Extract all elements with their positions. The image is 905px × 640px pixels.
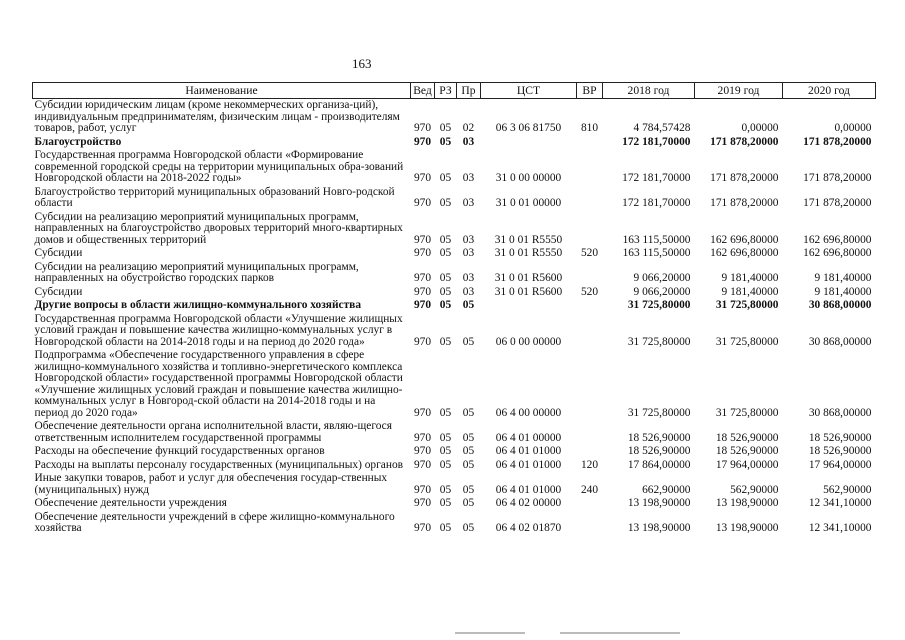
row-pr: 03 [462, 247, 475, 259]
table-row [33, 149, 876, 186]
row-2018: 9 066,20000 [633, 285, 691, 298]
page-number: 163 [352, 56, 372, 71]
table-row [33, 445, 876, 459]
row-2018: 18 526,90000 [627, 445, 691, 457]
row-rz: 05 [439, 285, 452, 298]
row-2018: 163 115,50000 [622, 247, 691, 259]
row-ved: 970 [413, 497, 432, 509]
row-vr [577, 186, 603, 211]
row-2020: 171 878,20000 [803, 135, 872, 148]
row-pr: 05 [462, 406, 475, 419]
row-ved: 970 [413, 285, 432, 298]
row-rz: 05 [439, 431, 452, 444]
table-row [33, 511, 876, 536]
row-name: Благоустройство территорий муниципальных образований Новго-родской области [34, 185, 395, 209]
row-ved: 970 [413, 233, 432, 246]
row-ved: 970 [413, 445, 432, 457]
row-rz: 05 [439, 247, 452, 259]
row-name: Обеспечение деятельности учреждения [34, 497, 227, 509]
row-pr: 05 [462, 445, 475, 457]
row-2020: 9 181,40000 [814, 285, 872, 298]
row-2019: 13 198,90000 [715, 522, 779, 534]
row-name: Субсидии [34, 285, 83, 298]
row-2019: 31 725,80000 [715, 335, 779, 348]
table-row [33, 136, 876, 150]
row-cst: 31 0 01 R5600 [494, 272, 563, 284]
row-2020: 562,90000 [823, 483, 872, 496]
row-2019: 0,00000 [741, 122, 779, 134]
header-2018: 2018 год [603, 83, 695, 99]
row-2018: 18 526,90000 [627, 431, 691, 444]
row-2018: 13 198,90000 [627, 522, 691, 534]
row-vr: 810 [580, 122, 599, 134]
table-row [33, 472, 876, 497]
row-2020: 17 964,00000 [808, 458, 872, 471]
row-vr: 520 [580, 285, 599, 298]
row-cst: 06 4 02 01870 [495, 522, 562, 534]
row-2020: 9 181,40000 [814, 272, 872, 284]
table-row [33, 299, 876, 313]
row-pr: 03 [462, 272, 475, 284]
row-rz: 05 [439, 458, 452, 471]
row-2018: 172 181,70000 [622, 197, 691, 209]
table-row [33, 420, 876, 445]
row-vr [577, 420, 603, 445]
row-pr: 02 [462, 122, 475, 134]
row-2018: 4 784,57428 [633, 122, 691, 134]
row-2019: 18 526,90000 [715, 445, 779, 457]
row-name: Другие вопросы в области жилищно-коммунального хозяйства [34, 299, 362, 311]
row-rz: 05 [439, 122, 452, 134]
row-2019: 18 526,90000 [715, 431, 779, 444]
row-name: Субсидии на реализацию мероприятий муниципальных программ, направленных на благоустройство дворовых территорий много-квартирных домов и общественных территорий [34, 210, 403, 246]
row-2018: 31 725,80000 [627, 335, 691, 348]
row-vr [577, 313, 603, 350]
table-row [33, 247, 876, 261]
row-rz: 05 [439, 335, 452, 348]
row-cst: 06 4 01 01000 [495, 458, 562, 471]
row-2020: 162 696,80000 [803, 247, 872, 259]
row-rz: 05 [439, 445, 452, 457]
row-name: Благоустройство [34, 135, 122, 148]
row-2020: 162 696,80000 [803, 233, 872, 246]
row-2018: 163 115,50000 [622, 233, 691, 246]
row-2019: 31 725,80000 [715, 406, 779, 419]
row-ved: 970 [413, 172, 432, 184]
row-ved: 970 [413, 272, 432, 284]
row-rz: 05 [439, 406, 452, 419]
table-row [33, 99, 876, 136]
row-cst: 06 4 01 01000 [495, 483, 562, 496]
row-ved: 970 [413, 483, 432, 496]
row-2019: 562,90000 [730, 483, 779, 496]
row-cst: 31 0 01 R5550 [494, 247, 563, 259]
row-2019: 162 696,80000 [710, 233, 779, 246]
table-row [33, 186, 876, 211]
row-pr: 05 [462, 335, 475, 348]
row-cst: 31 0 01 00000 [495, 197, 562, 209]
table-body [33, 99, 876, 536]
row-vr [577, 349, 603, 420]
row-rz: 05 [439, 522, 452, 534]
row-ved: 970 [413, 458, 432, 471]
budget-table [32, 82, 876, 536]
header-vr: ВР [577, 83, 603, 99]
row-name: Расходы на обеспечение функций государственных органов [34, 445, 325, 457]
header-ved: Вед [411, 83, 435, 99]
row-name: Субсидии на реализацию мероприятий муниципальных программ, направленных на обустройство городских парков [34, 260, 359, 284]
row-rz: 05 [439, 272, 452, 284]
row-2020: 18 526,90000 [808, 445, 872, 457]
row-cst: 06 3 06 81750 [495, 122, 562, 134]
row-vr [577, 261, 603, 286]
header-cst: ЦСТ [481, 83, 577, 99]
header-rz: РЗ [435, 83, 457, 99]
row-ved: 970 [413, 197, 432, 209]
row-2020: 171 878,20000 [803, 197, 872, 209]
table-row [33, 497, 876, 511]
row-2018: 9 066,20000 [633, 272, 691, 284]
row-2020: 0,00000 [834, 122, 872, 134]
row-pr: 05 [462, 458, 475, 471]
row-ved: 970 [413, 522, 432, 534]
row-name: Государственная программа Новгородской области «Формирование современной городской среды на территории муниципальных обра-зований Новгородской области на 2018-2022 годы» [34, 149, 404, 184]
row-2018: 17 864,00000 [627, 458, 691, 471]
row-cst: 31 0 01 R5600 [494, 285, 563, 298]
table-row [33, 261, 876, 286]
row-pr: 05 [462, 497, 475, 509]
row-name: Обеспечение деятельности органа исполнительной власти, являю-щегося ответственным исполнителем государственной программы [34, 420, 392, 444]
row-2020: 12 341,10000 [808, 522, 872, 534]
row-2019: 171 878,20000 [710, 197, 779, 209]
row-cst: 06 4 01 01000 [495, 445, 562, 457]
table-row [33, 459, 876, 473]
row-2018: 172 181,70000 [622, 172, 691, 184]
row-2019: 31 725,80000 [715, 299, 779, 311]
header-name: Наименование [33, 83, 411, 99]
row-vr: 120 [580, 458, 599, 471]
row-rz: 05 [439, 135, 452, 148]
row-name: Подпрограмма «Обеспечение государственного управления в сфере жилищно-коммунального хозяйства и топливно-энергетического комплекса Новгородской области» государственной программы Новгородской области «Улучшение жилищных условий граждан и повышение качества жилищно-коммунальных услуг в Новгород-ской области на 2014-2018 годы и на период до 2020 года» [34, 349, 403, 419]
row-2020: 12 341,10000 [808, 497, 872, 509]
row-pr: 05 [462, 483, 475, 496]
row-ved: 970 [413, 135, 432, 148]
header-pr: Пр [457, 83, 481, 99]
row-pr: 03 [462, 285, 475, 298]
row-rz: 05 [439, 497, 452, 509]
row-vr [577, 445, 603, 459]
row-vr [577, 299, 603, 313]
row-ved: 970 [413, 406, 432, 419]
table-header-row [33, 83, 876, 99]
row-2020: 18 526,90000 [808, 431, 872, 444]
row-cst [481, 136, 577, 150]
scan-artifact [560, 632, 680, 634]
row-2019: 162 696,80000 [710, 247, 779, 259]
row-cst: 06 4 02 00000 [495, 497, 562, 509]
row-2019: 17 964,00000 [715, 458, 779, 471]
row-ved: 970 [413, 335, 432, 348]
row-2019: 9 181,40000 [721, 285, 779, 298]
row-2019: 13 198,90000 [715, 497, 779, 509]
row-2018: 13 198,90000 [627, 497, 691, 509]
row-name: Субсидии юридическим лицам (кроме некоммерческих организа-ций), индивидуальным предпринимателям, физическим лицам - производителям товаров, работ, услуг [34, 99, 400, 134]
row-name: Обеспечение деятельности учреждений в сфере жилищно-коммунального хозяйства [34, 510, 395, 534]
row-cst: 06 4 00 00000 [495, 406, 562, 419]
row-2020: 30 868,00000 [808, 299, 872, 311]
row-2020: 30 868,00000 [808, 335, 872, 348]
row-name: Государственная программа Новгородской области «Улучшение жилищных условий граждан и повышение качества жилищно-коммунальных услуг в Новгородской области на 2014-2018 годы и на период до 2020 года» [34, 312, 403, 348]
row-ved: 970 [413, 122, 432, 134]
row-pr: 03 [462, 135, 475, 148]
row-cst: 06 4 01 00000 [495, 431, 562, 444]
row-cst [481, 299, 577, 313]
row-cst: 31 0 01 R5550 [494, 233, 563, 246]
row-pr: 05 [462, 522, 475, 534]
row-rz: 05 [439, 197, 452, 209]
row-2019: 171 878,20000 [710, 135, 779, 148]
table-row [33, 211, 876, 248]
row-pr: 03 [462, 197, 475, 209]
row-vr [577, 136, 603, 150]
row-ved: 970 [413, 299, 432, 311]
row-vr: 240 [580, 483, 599, 496]
row-2018: 172 181,70000 [622, 135, 691, 148]
row-rz: 05 [439, 233, 452, 246]
row-vr [577, 511, 603, 536]
row-vr: 520 [580, 247, 599, 259]
row-cst: 06 0 00 00000 [495, 335, 562, 348]
header-2020: 2020 год [783, 83, 876, 99]
row-2020: 171 878,20000 [803, 172, 872, 184]
scan-artifact [455, 632, 525, 634]
row-cst: 31 0 00 00000 [495, 172, 562, 184]
row-rz: 05 [439, 172, 452, 184]
row-name: Иные закупки товаров, работ и услуг для обеспечения государ-ственных (муниципальных) нужд [34, 472, 388, 496]
row-vr [577, 149, 603, 186]
row-pr: 05 [462, 299, 475, 311]
row-2020: 30 868,00000 [808, 406, 872, 419]
row-name: Расходы на выплаты персоналу государственных (муниципальных) органов [34, 458, 404, 471]
row-rz: 05 [439, 483, 452, 496]
table-row [33, 349, 876, 420]
row-ved: 970 [413, 431, 432, 444]
row-2019: 9 181,40000 [721, 272, 779, 284]
row-name: Субсидии [34, 247, 83, 259]
row-vr [577, 497, 603, 511]
row-ved: 970 [413, 247, 432, 259]
row-pr: 03 [462, 233, 475, 246]
row-pr: 05 [462, 431, 475, 444]
header-2019: 2019 год [695, 83, 783, 99]
row-vr [577, 211, 603, 248]
row-2018: 31 725,80000 [627, 299, 691, 311]
row-2018: 31 725,80000 [627, 406, 691, 419]
row-2019: 171 878,20000 [710, 172, 779, 184]
row-rz: 05 [439, 299, 452, 311]
row-pr: 03 [462, 172, 475, 184]
row-2018: 662,90000 [642, 483, 691, 496]
table-row [33, 313, 876, 350]
table-row [33, 286, 876, 300]
